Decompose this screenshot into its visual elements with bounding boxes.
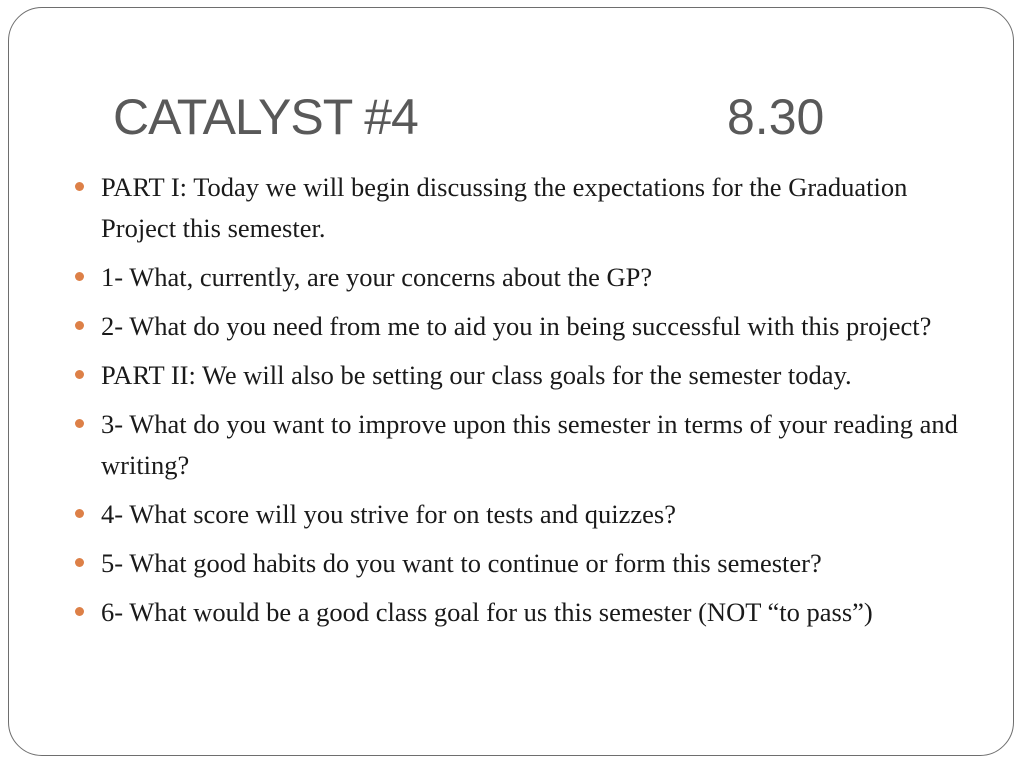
bullet-dot-icon [75, 509, 84, 518]
bullet-item-question-3 [101, 404, 981, 486]
bullet-dot-icon [75, 419, 84, 428]
bullet-text: 6- What would be a good class goal for us this semester (NOT “to pass”) [101, 597, 873, 627]
bullet-dot-icon [75, 182, 84, 191]
slide-title: CATALYST #4 [113, 89, 418, 145]
slide-title-number: 8.30 [727, 89, 825, 145]
bullet-dot-icon [75, 558, 84, 567]
bullet-text: 2- What do you need from me to aid you in being successful with this project? [101, 311, 932, 341]
bullet-text: 1- What, currently, are your concerns about the GP? [101, 262, 653, 292]
bullet-list [101, 167, 981, 641]
bullet-item-question-4 [101, 494, 981, 535]
bullet-text: 3- What do you want to improve upon this semester in terms of your reading and writing? [101, 409, 958, 480]
bullet-dot-icon [75, 272, 84, 281]
bullet-text: PART I: Today we will begin discussing the expectations for the Graduation Project this semester. [101, 172, 908, 243]
bullet-item-question-1 [101, 257, 981, 298]
bullet-item-question-6 [101, 592, 981, 633]
bullet-dot-icon [75, 321, 84, 330]
bullet-item-question-2 [101, 306, 981, 347]
bullet-dot-icon [75, 370, 84, 379]
bullet-text: 5- What good habits do you want to continue or form this semester? [101, 548, 822, 578]
bullet-text: PART II: We will also be setting our class goals for the semester today. [101, 360, 852, 390]
bullet-dot-icon [75, 607, 84, 616]
bullet-item-part-2 [101, 355, 981, 396]
bullet-item-question-5 [101, 543, 981, 584]
bullet-item-part-1 [101, 167, 981, 249]
bullet-text: 4- What score will you strive for on tests and quizzes? [101, 499, 676, 529]
